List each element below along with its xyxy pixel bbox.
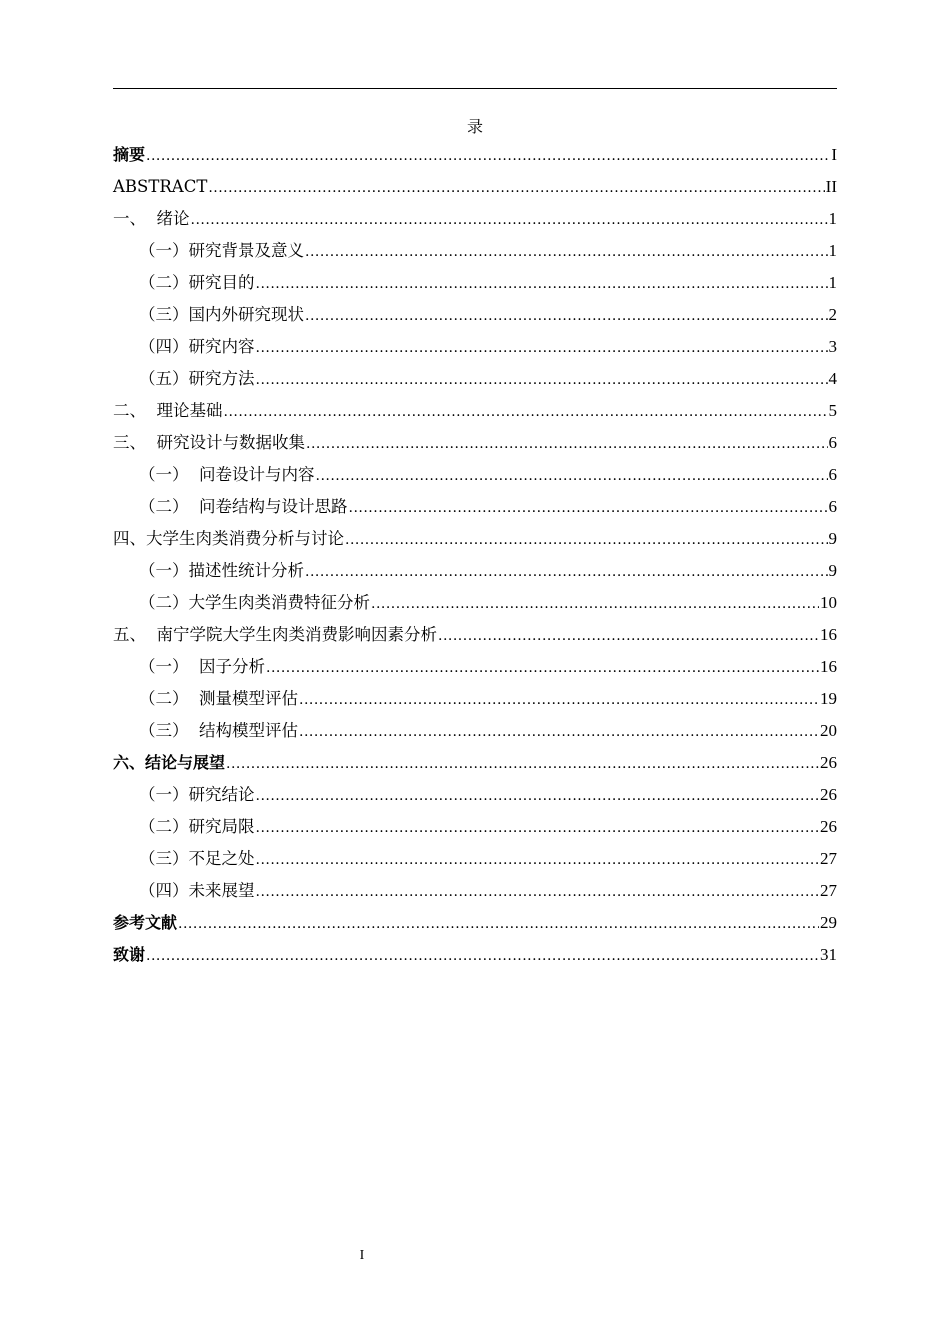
toc-entry-label: （一）研究背景及意义 bbox=[139, 241, 304, 260]
toc-entry-page-number: 6 bbox=[828, 465, 837, 484]
toc-entry-label: （二）研究局限 bbox=[139, 817, 255, 836]
toc-entry-page-number: 27 bbox=[820, 881, 837, 900]
toc-entry[interactable] bbox=[113, 270, 837, 302]
toc-entry-label: （一） 问卷设计与内容 bbox=[139, 465, 315, 484]
toc-entry-label: ABSTRACT bbox=[113, 177, 208, 196]
toc-entry-page-number: 26 bbox=[820, 785, 837, 804]
toc-entry-label: （三）国内外研究现状 bbox=[139, 305, 304, 324]
toc-entry-label: （二）研究目的 bbox=[139, 273, 255, 292]
toc-dot-leader bbox=[306, 431, 828, 457]
toc-dot-leader bbox=[146, 943, 819, 969]
toc-entry-label: 五、 南宁学院大学生肉类消费影响因素分析 bbox=[113, 625, 437, 644]
toc-entry-page-number: 9 bbox=[828, 529, 837, 548]
toc-entry[interactable] bbox=[113, 558, 837, 590]
toc-entry-page-number: 26 bbox=[820, 817, 837, 836]
toc-dot-leader bbox=[226, 751, 819, 777]
toc-entry[interactable] bbox=[113, 718, 837, 750]
toc-dot-leader bbox=[316, 463, 828, 489]
toc-dot-leader bbox=[299, 687, 819, 713]
toc-entry-page-number: 16 bbox=[820, 657, 837, 676]
toc-entry-label: 摘要 bbox=[113, 145, 146, 164]
toc-dot-leader bbox=[349, 495, 828, 521]
toc-entry-page-number: 31 bbox=[820, 945, 837, 964]
toc-entry[interactable] bbox=[113, 494, 837, 526]
toc-entry-page-number: II bbox=[825, 177, 837, 196]
toc-dot-leader bbox=[178, 911, 819, 937]
toc-entry[interactable] bbox=[113, 846, 837, 878]
toc-entry[interactable] bbox=[113, 206, 837, 238]
toc-entry-label: （三） 结构模型评估 bbox=[139, 721, 298, 740]
header-rule bbox=[113, 88, 837, 89]
toc-dot-leader bbox=[345, 527, 828, 553]
toc-entry[interactable] bbox=[113, 238, 837, 270]
toc-entry-label: （四）研究内容 bbox=[139, 337, 255, 356]
toc-entry-label: 一、 绪论 bbox=[113, 209, 190, 228]
toc-dot-leader bbox=[371, 591, 819, 617]
toc-dot-leader bbox=[438, 623, 819, 649]
toc-entry-label: （四）未来展望 bbox=[139, 881, 255, 900]
toc-dot-leader bbox=[256, 367, 828, 393]
toc-entry-label: （二） 问卷结构与设计思路 bbox=[139, 497, 348, 516]
toc-entry[interactable] bbox=[113, 910, 837, 942]
toc-dot-leader bbox=[256, 335, 828, 361]
toc-entry[interactable] bbox=[113, 398, 837, 430]
toc-dot-leader bbox=[256, 783, 820, 809]
toc-entry-page-number: 29 bbox=[820, 913, 837, 932]
toc-entry-page-number: 19 bbox=[820, 689, 837, 708]
toc-entry-page-number: 1 bbox=[828, 273, 837, 292]
toc-entry[interactable] bbox=[113, 942, 837, 974]
toc-entry[interactable] bbox=[113, 366, 837, 398]
toc-entry[interactable] bbox=[113, 462, 837, 494]
toc-dot-leader bbox=[224, 399, 828, 425]
toc-entry-page-number: 2 bbox=[828, 305, 837, 324]
toc-entry-page-number: 16 bbox=[820, 625, 837, 644]
toc-entry[interactable] bbox=[113, 878, 837, 910]
toc-entry[interactable] bbox=[113, 302, 837, 334]
toc-entry[interactable] bbox=[113, 430, 837, 462]
toc-entry-label: （二）大学生肉类消费特征分析 bbox=[139, 593, 370, 612]
toc-entry-page-number: I bbox=[831, 145, 837, 164]
toc-entry-page-number: 27 bbox=[820, 849, 837, 868]
toc-entry[interactable] bbox=[113, 174, 837, 206]
toc-entry[interactable] bbox=[113, 686, 837, 718]
toc-entry-label: （一） 因子分析 bbox=[139, 657, 265, 676]
toc-dot-leader bbox=[256, 271, 828, 297]
toc-entry-label: （一）描述性统计分析 bbox=[139, 561, 304, 580]
toc-entry[interactable] bbox=[113, 622, 837, 654]
toc-entry-label: 三、 研究设计与数据收集 bbox=[113, 433, 305, 452]
toc-entry-label: （五）研究方法 bbox=[139, 369, 255, 388]
toc-entry-label: 二、 理论基础 bbox=[113, 401, 223, 420]
toc-entry-page-number: 5 bbox=[828, 401, 837, 420]
toc-dot-leader bbox=[256, 815, 820, 841]
toc-entry[interactable] bbox=[113, 526, 837, 558]
toc-entry[interactable] bbox=[113, 654, 837, 686]
toc-entry-label: （二） 测量模型评估 bbox=[139, 689, 298, 708]
toc-entry-label: 致谢 bbox=[113, 945, 146, 964]
toc-dot-leader bbox=[305, 559, 828, 585]
toc-dot-leader bbox=[305, 239, 828, 265]
toc-entry[interactable] bbox=[113, 590, 837, 622]
toc-entry-page-number: 4 bbox=[828, 369, 837, 388]
toc-dot-leader bbox=[266, 655, 819, 681]
toc-entry[interactable] bbox=[113, 750, 837, 782]
toc-dot-leader bbox=[305, 303, 828, 329]
toc-entry[interactable] bbox=[113, 334, 837, 366]
page-number-footer: I bbox=[359, 1248, 365, 1263]
toc-dot-leader bbox=[191, 207, 828, 233]
toc-entry-page-number: 6 bbox=[828, 497, 837, 516]
toc-entry[interactable] bbox=[113, 782, 837, 814]
toc-entry-page-number: 9 bbox=[828, 561, 837, 580]
toc-entry-label: 参考文献 bbox=[113, 913, 178, 932]
toc-dot-leader bbox=[208, 175, 824, 201]
toc-entry-label: 六、结论与展望 bbox=[113, 753, 226, 772]
toc-dot-leader bbox=[299, 719, 819, 745]
table-of-contents bbox=[113, 142, 837, 974]
toc-dot-leader bbox=[256, 879, 820, 905]
toc-entry-page-number: 3 bbox=[828, 337, 837, 356]
toc-entry-page-number: 1 bbox=[828, 241, 837, 260]
toc-entry-page-number: 20 bbox=[820, 721, 837, 740]
toc-entry[interactable] bbox=[113, 142, 837, 174]
toc-entry-label: 四、大学生肉类消费分析与讨论 bbox=[113, 529, 344, 548]
toc-dot-leader bbox=[146, 143, 830, 169]
toc-entry-page-number: 26 bbox=[820, 753, 837, 772]
toc-entry-label: （三）不足之处 bbox=[139, 849, 255, 868]
toc-entry-page-number: 10 bbox=[820, 593, 837, 612]
toc-entry-page-number: 6 bbox=[828, 433, 837, 452]
toc-entry[interactable] bbox=[113, 814, 837, 846]
toc-dot-leader bbox=[256, 847, 820, 873]
toc-entry-page-number: 1 bbox=[828, 209, 837, 228]
toc-entry-label: （一）研究结论 bbox=[139, 785, 255, 804]
toc-title: 录 bbox=[466, 117, 483, 136]
